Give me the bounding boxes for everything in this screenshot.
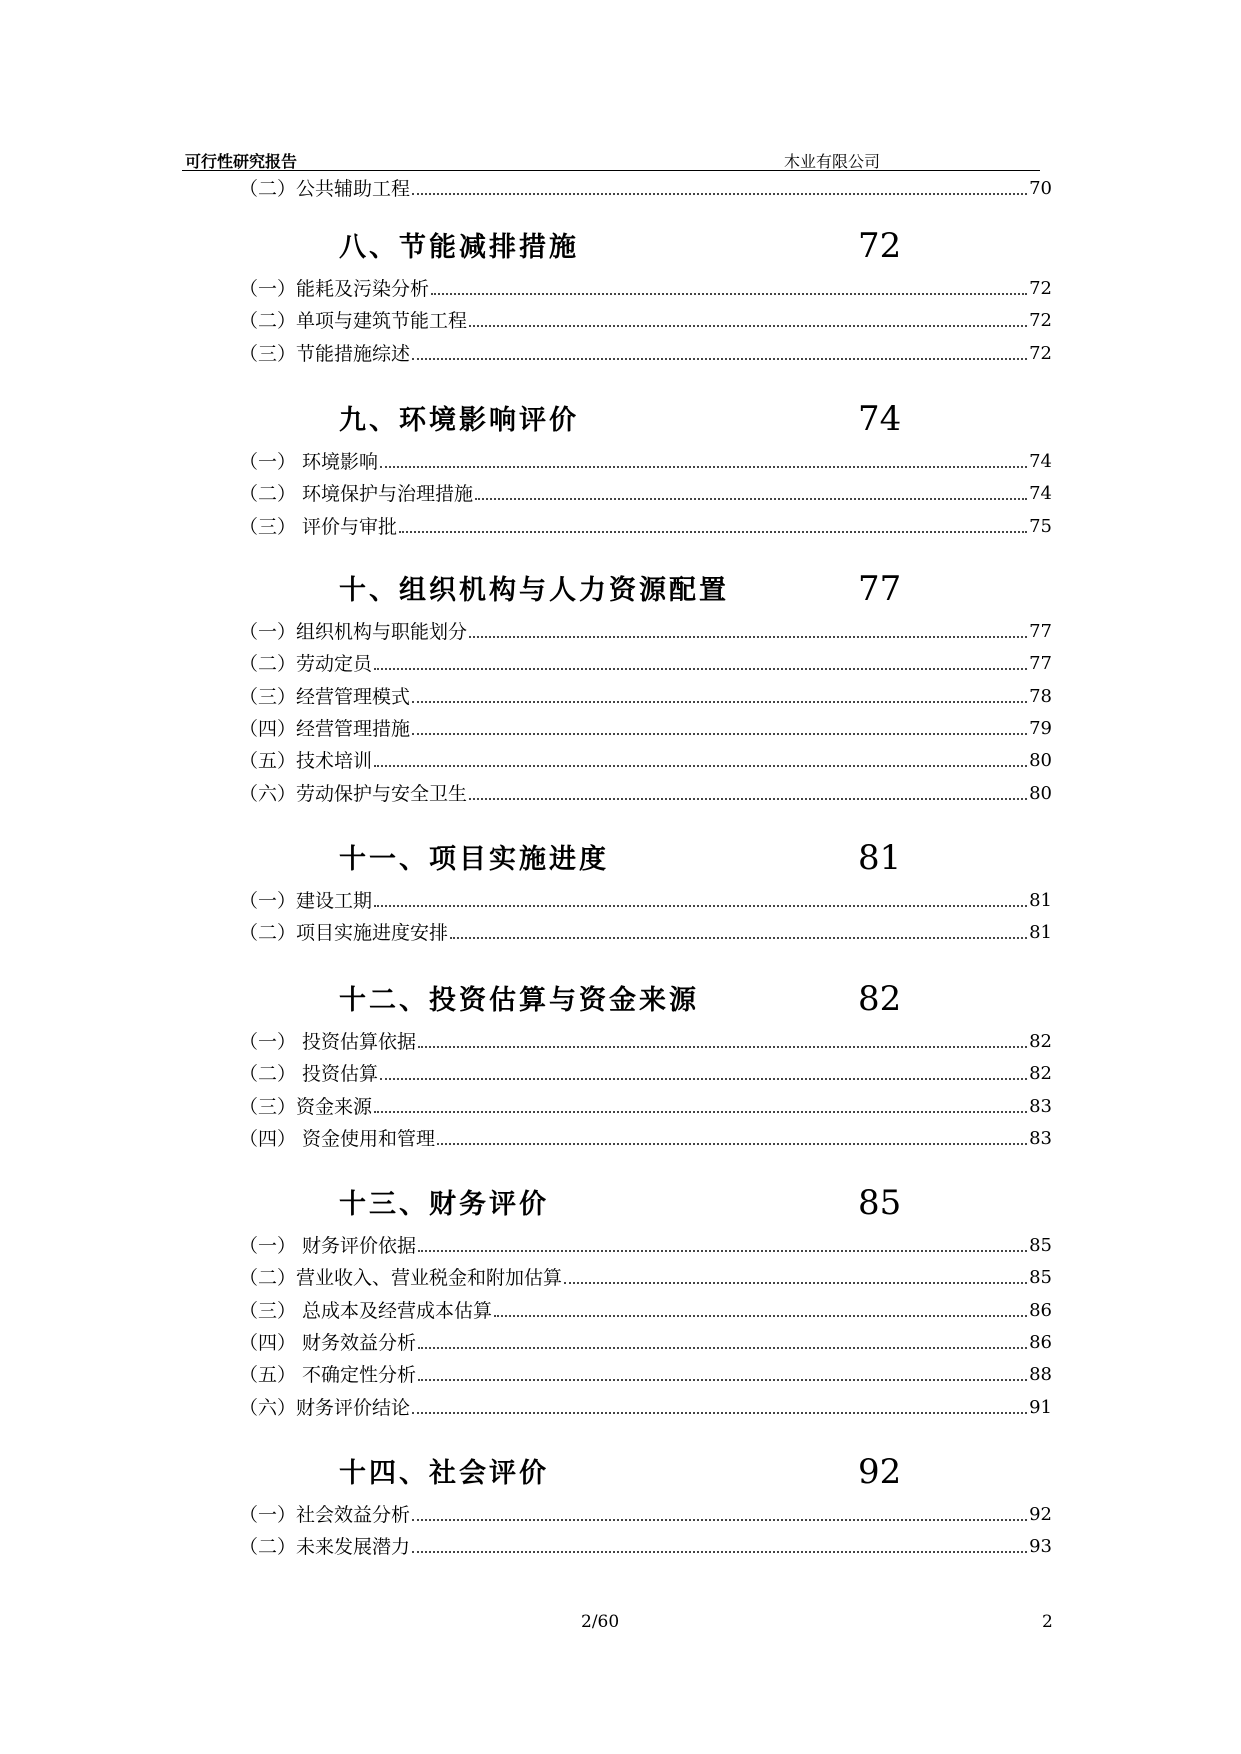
toc-entry[interactable] — [239, 449, 1052, 475]
toc-entry-page: 74 — [1029, 451, 1052, 472]
toc-leader-dots — [380, 1078, 1027, 1080]
toc-entry-title: 单项与建筑节能工程 — [296, 310, 468, 333]
toc-entry-number: （一） — [239, 890, 297, 912]
toc-entry-number: （三） — [239, 342, 297, 365]
toc-entry-page: 85 — [1029, 1235, 1052, 1256]
toc-entry[interactable] — [239, 176, 1052, 202]
toc-leader-dots — [412, 193, 1027, 195]
toc-entry-title: 营业收入、营业税金和附加估算 — [296, 1267, 563, 1290]
toc-entry-number: （二） — [239, 1267, 297, 1290]
toc-entry-number: （一） — [239, 621, 297, 643]
toc-entry-page: 70 — [1029, 178, 1052, 199]
toc-entry-page: 83 — [1029, 1095, 1052, 1117]
toc-entry-page: 91 — [1029, 1396, 1052, 1418]
toc-entry[interactable] — [239, 514, 1052, 540]
toc-entry-page: 86 — [1029, 1331, 1052, 1353]
chapter-page: 81 — [858, 838, 902, 878]
chapter-page: 74 — [858, 399, 902, 439]
toc-leader-dots — [412, 1551, 1027, 1553]
toc-entry-page: 77 — [1029, 621, 1052, 642]
toc-leader-dots — [374, 1111, 1027, 1113]
toc-entry-page: 81 — [1029, 922, 1052, 944]
toc-entry-title: 能耗及污染分析 — [296, 278, 430, 300]
toc-entry[interactable] — [239, 1330, 1052, 1356]
toc-entry-number: （四） — [239, 717, 297, 740]
toc-entry-number: （二） — [239, 922, 297, 945]
toc-entry-number: （二） — [239, 483, 297, 506]
toc-entry-page: 88 — [1029, 1364, 1052, 1386]
toc-entry-page: 72 — [1029, 342, 1052, 364]
toc-leader-dots — [469, 798, 1027, 800]
toc-leader-dots — [418, 1379, 1027, 1381]
chapter-heading[interactable] — [339, 224, 939, 268]
chapter-title: 十三、财务评价 — [339, 1189, 549, 1220]
toc-entry-title: 项目实施进度安排 — [296, 922, 449, 945]
toc-leader-dots — [469, 636, 1027, 638]
toc-entry-number: （三） — [239, 685, 297, 708]
toc-entry-page: 82 — [1029, 1031, 1052, 1052]
chapter-heading[interactable] — [339, 836, 939, 880]
toc-entry-title: 不确定性分析 — [296, 1364, 417, 1387]
toc-entry-title: 组织机构与职能划分 — [296, 621, 468, 643]
toc-entry[interactable] — [239, 1265, 1052, 1291]
toc-entry-number: （二） — [239, 1536, 297, 1559]
toc-entry-page: 75 — [1029, 515, 1052, 537]
toc-leader-dots — [418, 1250, 1027, 1252]
toc-entry[interactable] — [239, 1233, 1052, 1259]
chapter-page: 77 — [858, 569, 902, 609]
toc-entry-page: 92 — [1029, 1504, 1052, 1525]
toc-entry-page: 79 — [1029, 717, 1052, 739]
toc-leader-dots — [494, 1315, 1027, 1317]
toc-entry-number: （六） — [239, 1396, 297, 1419]
toc-entry[interactable] — [239, 716, 1052, 742]
toc-leader-dots — [475, 498, 1027, 500]
toc-leader-dots — [412, 1519, 1027, 1521]
toc-entry-page: 82 — [1029, 1063, 1052, 1085]
toc-entry-number: （四） — [239, 1331, 297, 1354]
toc-entry-number: （二） — [239, 653, 297, 676]
toc-entry-number: （一） — [239, 1504, 297, 1526]
toc-entry-title: 环境保护与治理措施 — [296, 483, 474, 506]
toc-entry[interactable] — [239, 781, 1052, 807]
toc-entry-page: 80 — [1029, 750, 1052, 772]
toc-leader-dots — [469, 325, 1027, 327]
toc-entry[interactable] — [239, 619, 1052, 645]
toc-leader-dots — [399, 531, 1027, 533]
toc-entry-title: 评价与审批 — [296, 515, 398, 538]
toc-entry[interactable] — [239, 1298, 1052, 1324]
chapter-title: 十四、社会评价 — [339, 1458, 549, 1489]
toc-entry-number: （一） — [239, 1235, 297, 1257]
toc-entry-page: 85 — [1029, 1267, 1052, 1289]
toc-entry-number: （六） — [239, 782, 297, 805]
toc-entry-title: 节能措施综述 — [296, 342, 411, 365]
toc-entry-title: 公共辅助工程 — [296, 178, 411, 200]
toc-leader-dots — [412, 358, 1027, 360]
toc-entry[interactable] — [239, 481, 1052, 507]
toc-entry[interactable] — [239, 308, 1052, 334]
toc-entry-title: 财务评价依据 — [296, 1235, 417, 1257]
chapter-heading[interactable] — [339, 567, 939, 611]
toc-entry-number: （三） — [239, 515, 297, 538]
toc-entry[interactable] — [239, 341, 1052, 367]
toc-entry-page: 77 — [1029, 653, 1052, 675]
toc-entry-page: 80 — [1029, 782, 1052, 804]
toc-entry-page: 78 — [1029, 685, 1052, 707]
toc-entry-number: （五） — [239, 750, 297, 773]
chapter-page: 85 — [858, 1183, 902, 1223]
toc-entry[interactable] — [239, 1029, 1052, 1055]
toc-leader-dots — [412, 1412, 1027, 1414]
chapter-page: 92 — [858, 1452, 902, 1492]
toc-entry-title: 环境影响 — [296, 451, 379, 473]
toc-entry-title: 投资估算 — [296, 1063, 379, 1086]
toc-entry-number: （二） — [239, 1063, 297, 1086]
toc-entry-page: 86 — [1029, 1299, 1052, 1321]
toc-leader-dots — [450, 937, 1027, 939]
toc-entry-title: 建设工期 — [296, 890, 373, 912]
toc-entry-title: 经营管理模式 — [296, 685, 411, 708]
toc-leader-dots — [418, 1347, 1027, 1349]
toc-entry[interactable] — [239, 1126, 1052, 1152]
toc-entry[interactable] — [239, 684, 1052, 710]
toc-entry-title: 财务效益分析 — [296, 1331, 417, 1354]
toc-entry[interactable] — [239, 651, 1052, 677]
toc-entry-title: 资金使用和管理 — [296, 1127, 436, 1150]
toc-entry-page: 72 — [1029, 310, 1052, 332]
toc-entry[interactable] — [239, 1395, 1052, 1421]
toc-entry-page: 72 — [1029, 278, 1052, 299]
toc-entry-number: （三） — [239, 1299, 297, 1322]
toc-entry-title: 经营管理措施 — [296, 717, 411, 740]
toc-entry-number: （五） — [239, 1364, 297, 1387]
toc-leader-dots — [374, 668, 1027, 670]
toc-entry[interactable] — [239, 748, 1052, 774]
toc-entry-title: 劳动定员 — [296, 653, 373, 676]
header-company-name: 木业有限公司 — [784, 152, 881, 171]
header-document-title: 可行性研究报告 — [185, 152, 298, 171]
toc-entry-title: 技术培训 — [296, 750, 373, 773]
toc-entry-title: 社会效益分析 — [296, 1504, 411, 1526]
toc-leader-dots — [380, 466, 1027, 468]
toc-leader-dots — [564, 1282, 1027, 1284]
toc-entry-title: 资金来源 — [296, 1095, 373, 1118]
toc-leader-dots — [418, 1046, 1027, 1048]
toc-entry[interactable] — [239, 276, 1052, 302]
toc-entry[interactable] — [239, 920, 1052, 946]
toc-entry-number: （四） — [239, 1127, 297, 1150]
chapter-title: 八、节能减排措施 — [339, 232, 579, 263]
chapter-heading[interactable] — [339, 977, 939, 1021]
chapter-title: 十一、项目实施进度 — [339, 844, 609, 875]
toc-entry-title: 财务评价结论 — [296, 1396, 411, 1419]
footer-page-of: 2/60 — [581, 1612, 620, 1632]
toc-leader-dots — [431, 293, 1027, 295]
toc-leader-dots — [412, 733, 1027, 735]
chapter-title: 十二、投资估算与资金来源 — [339, 985, 699, 1016]
toc-entry[interactable] — [239, 1094, 1052, 1120]
toc-entry-title: 投资估算依据 — [296, 1031, 417, 1053]
chapter-heading[interactable] — [339, 1450, 939, 1494]
toc-entry[interactable] — [239, 1502, 1052, 1528]
toc-leader-dots — [374, 765, 1027, 767]
toc-entry-page: 83 — [1029, 1127, 1052, 1149]
toc-entry[interactable] — [239, 1061, 1052, 1087]
chapter-title: 十、组织机构与人力资源配置 — [339, 575, 729, 606]
toc-entry-number: （三） — [239, 1095, 297, 1118]
toc-entry-title: 劳动保护与安全卫生 — [296, 782, 468, 805]
chapter-page: 72 — [858, 226, 902, 266]
chapter-heading[interactable] — [339, 397, 939, 441]
toc-entry-number: （一） — [239, 1031, 297, 1053]
toc-leader-dots — [374, 905, 1027, 907]
toc-leader-dots — [437, 1143, 1027, 1145]
toc-entry-number: （二） — [239, 178, 297, 200]
toc-entry[interactable] — [239, 1534, 1052, 1560]
chapter-title: 九、环境影响评价 — [339, 405, 579, 436]
chapter-page: 82 — [858, 979, 902, 1019]
toc-entry[interactable] — [239, 888, 1052, 914]
toc-entry[interactable] — [239, 1362, 1052, 1388]
toc-entry-title: 总成本及经营成本估算 — [296, 1299, 493, 1322]
toc-entry-number: （一） — [239, 278, 297, 300]
toc-entry-title: 未来发展潜力 — [296, 1536, 411, 1559]
toc-entry-page: 93 — [1029, 1536, 1052, 1558]
footer-page-number: 2 — [1042, 1612, 1053, 1632]
chapter-heading[interactable] — [339, 1181, 939, 1225]
toc-entry-page: 74 — [1029, 483, 1052, 505]
toc-leader-dots — [412, 701, 1027, 703]
toc-entry-number: （一） — [239, 451, 297, 473]
toc-entry-number: （二） — [239, 310, 297, 333]
toc-entry-page: 81 — [1029, 890, 1052, 911]
